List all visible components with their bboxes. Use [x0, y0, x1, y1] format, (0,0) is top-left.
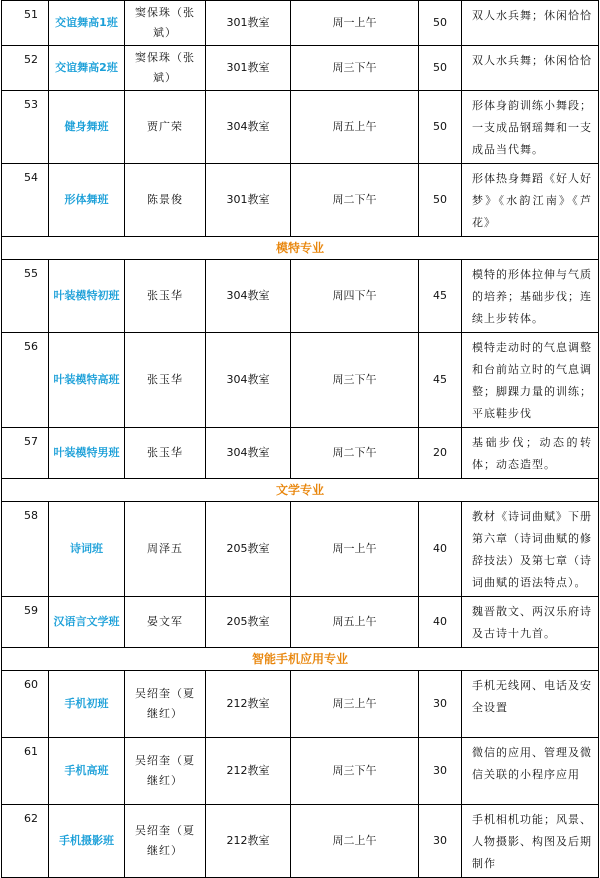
teacher-name: 窦保珠（张斌）: [125, 1, 206, 46]
table-row: [2, 502, 599, 597]
table-group-dance: [2, 1, 599, 237]
class-time: 周五上午: [291, 91, 419, 164]
table-row: [2, 428, 599, 479]
classroom: 212教室: [206, 738, 291, 805]
capacity: 50: [419, 91, 462, 164]
classroom: 304教室: [206, 333, 291, 428]
table-row: [2, 671, 599, 738]
section-model: [2, 237, 599, 260]
classroom: 212教室: [206, 805, 291, 878]
course-content: 手机相机功能；风景、人物摄影、构图及后期制作: [462, 805, 599, 878]
class-name: 交谊舞高2班: [49, 46, 125, 91]
course-content: 双人水兵舞；休闲恰恰: [462, 46, 599, 91]
course-content: 模特的形体拉伸与气质的培养；基础步伐；连续上步转体。: [462, 260, 599, 333]
row-number: 56: [2, 333, 49, 428]
class-name: 形体舞班: [49, 164, 125, 237]
row-number: 62: [2, 805, 49, 878]
table-row: [2, 333, 599, 428]
capacity: 50: [419, 164, 462, 237]
teacher-name: 贾广荣: [125, 91, 206, 164]
row-number: 57: [2, 428, 49, 479]
classroom: 212教室: [206, 671, 291, 738]
row-number: 60: [2, 671, 49, 738]
table-group-literature: [2, 502, 599, 648]
class-time: 周一上午: [291, 1, 419, 46]
course-content: 形体身韵训练小舞段；一支成品钢瑶舞和一支成品当代舞。: [462, 91, 599, 164]
section-literature: [2, 479, 599, 502]
course-table: [1, 0, 599, 878]
capacity: 30: [419, 671, 462, 738]
capacity: 45: [419, 260, 462, 333]
class-time: 周二上午: [291, 805, 419, 878]
classroom: 304教室: [206, 428, 291, 479]
section-title: 文学专业: [2, 479, 599, 502]
row-number: 54: [2, 164, 49, 237]
class-time: 周三上午: [291, 671, 419, 738]
class-name: 叶装模特高班: [49, 333, 125, 428]
course-content: 基础步伐；动态的转体；动态造型。: [462, 428, 599, 479]
course-content: 微信的应用、管理及微信关联的小程序应用: [462, 738, 599, 805]
teacher-name: 张玉华: [125, 428, 206, 479]
teacher-name: 陈景俊: [125, 164, 206, 237]
table-row: [2, 46, 599, 91]
class-name: 叶装模特男班: [49, 428, 125, 479]
class-time: 周三下午: [291, 333, 419, 428]
course-content: 双人水兵舞；休闲恰恰: [462, 1, 599, 46]
teacher-name: 张玉华: [125, 333, 206, 428]
class-time: 周三下午: [291, 46, 419, 91]
section-title: 智能手机应用专业: [2, 648, 599, 671]
class-name: 手机高班: [49, 738, 125, 805]
classroom: 304教室: [206, 260, 291, 333]
teacher-name: 张玉华: [125, 260, 206, 333]
capacity: 50: [419, 1, 462, 46]
class-name: 健身舞班: [49, 91, 125, 164]
table-row: [2, 260, 599, 333]
course-content: 手机无线网、电话及安全设置: [462, 671, 599, 738]
row-number: 53: [2, 91, 49, 164]
table-group-phone: [2, 671, 599, 878]
teacher-name: 吴绍奎（夏继红）: [125, 738, 206, 805]
class-name: 交谊舞高1班: [49, 1, 125, 46]
class-time: 周二下午: [291, 164, 419, 237]
row-number: 55: [2, 260, 49, 333]
row-number: 59: [2, 597, 49, 648]
section-phone: [2, 648, 599, 671]
classroom: 205教室: [206, 597, 291, 648]
class-time: 周一上午: [291, 502, 419, 597]
capacity: 40: [419, 597, 462, 648]
row-number: 58: [2, 502, 49, 597]
capacity: 40: [419, 502, 462, 597]
class-name: 手机摄影班: [49, 805, 125, 878]
section-title: 模特专业: [2, 237, 599, 260]
class-name: 叶装模特初班: [49, 260, 125, 333]
row-number: 52: [2, 46, 49, 91]
class-name: 汉语言文学班: [49, 597, 125, 648]
capacity: 45: [419, 333, 462, 428]
classroom: 301教室: [206, 46, 291, 91]
table-row: [2, 597, 599, 648]
table-row: [2, 738, 599, 805]
course-content: 模特走动时的气息调整和台前站立时的气息调整；脚踝力量的训练；平底鞋步伐: [462, 333, 599, 428]
table-row: [2, 805, 599, 878]
class-name: 诗词班: [49, 502, 125, 597]
capacity: 20: [419, 428, 462, 479]
teacher-name: 吴绍奎（夏继红）: [125, 805, 206, 878]
class-time: 周四下午: [291, 260, 419, 333]
course-content: 魏晋散文、两汉乐府诗及古诗十九首。: [462, 597, 599, 648]
row-number: 51: [2, 1, 49, 46]
classroom: 301教室: [206, 1, 291, 46]
class-time: 周三下午: [291, 738, 419, 805]
teacher-name: 窦保珠（张斌）: [125, 46, 206, 91]
teacher-name: 吴绍奎（夏继红）: [125, 671, 206, 738]
course-content: 教材《诗词曲赋》下册第六章（诗词曲赋的修辞技法）及第七章（诗词曲赋的语法特点）。: [462, 502, 599, 597]
classroom: 301教室: [206, 164, 291, 237]
capacity: 50: [419, 46, 462, 91]
class-time: 周五上午: [291, 597, 419, 648]
classroom: 304教室: [206, 91, 291, 164]
class-time: 周二下午: [291, 428, 419, 479]
teacher-name: 周泽五: [125, 502, 206, 597]
table-group-model: [2, 260, 599, 479]
capacity: 30: [419, 738, 462, 805]
class-name: 手机初班: [49, 671, 125, 738]
teacher-name: 晏文军: [125, 597, 206, 648]
classroom: 205教室: [206, 502, 291, 597]
capacity: 30: [419, 805, 462, 878]
table-row: [2, 164, 599, 237]
table-row: [2, 1, 599, 46]
table-row: [2, 91, 599, 164]
row-number: 61: [2, 738, 49, 805]
course-content: 形体热身舞蹈《好人好梦》《水韵江南》《芦花》: [462, 164, 599, 237]
